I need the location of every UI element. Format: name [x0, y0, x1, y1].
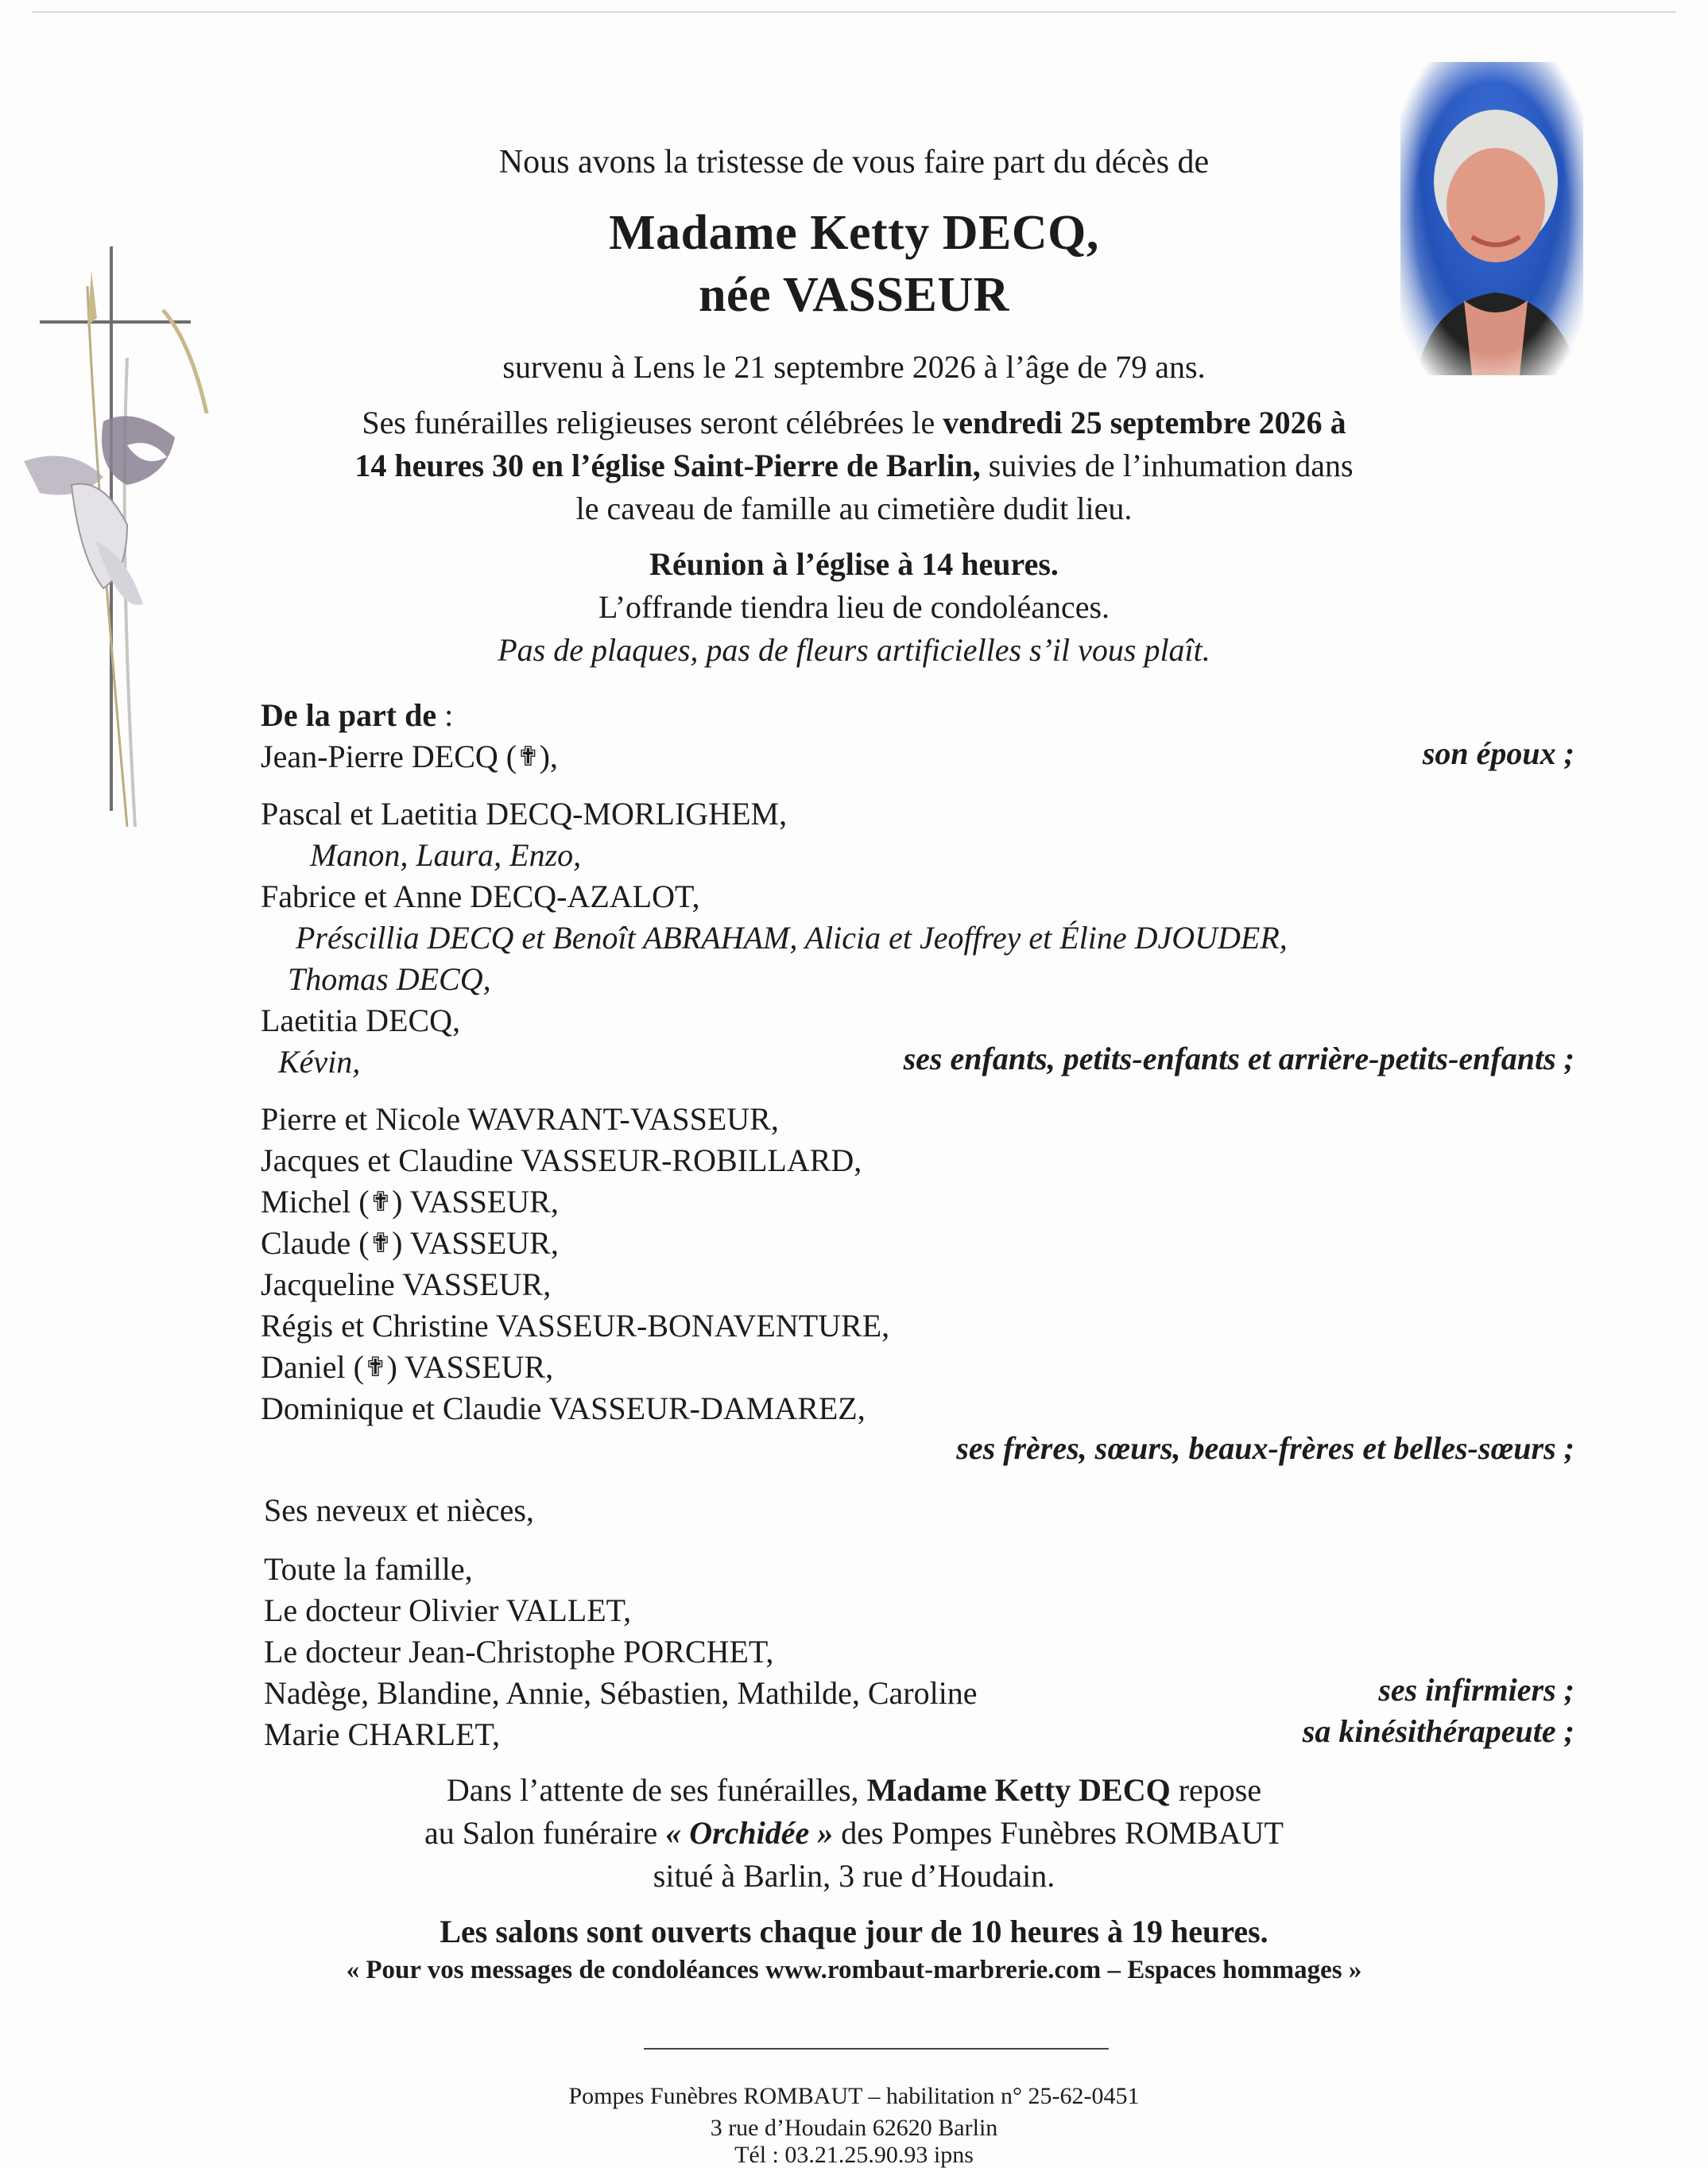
scan-top-edge	[32, 11, 1676, 13]
footer-line-3: Tél : 03.21.25.90.93 ipns	[734, 2142, 974, 2168]
deceased-name: Madame Ketty DECQ,	[609, 206, 1099, 260]
kine-line: Marie CHARLET,	[264, 1716, 500, 1752]
child-1: Pascal et Laetitia DECQ-MORLIGHEM,	[261, 796, 788, 832]
condolence-messages: « Pour vos messages de condoléances www.rombaut-marbrerie.com – Espaces hommages »	[346, 1956, 1362, 1984]
sibling-4: Claude (✟) VASSEUR,	[261, 1225, 559, 1261]
nephews-line: Ses neveux et nièces,	[264, 1492, 534, 1528]
child-2-kids: Préscillia DECQ et Benoît ABRAHAM, Alicia et Jeoffrey et Éline DJOUDER,	[296, 920, 1288, 956]
nurses-line: Nadège, Blandine, Annie, Sébastien, Mathilde, Caroline	[264, 1675, 978, 1711]
cross-icon: ✟	[363, 1353, 387, 1383]
children-role: ses enfants, petits-enfants et arrière-petits-enfants ;	[903, 1041, 1574, 1076]
sibling-5: Jacqueline VASSEUR,	[261, 1266, 552, 1302]
family-all: Toute la famille,	[264, 1551, 473, 1587]
plaques-text: Pas de plaques, pas de fleurs artificielles s’il vous plaît.	[498, 632, 1210, 668]
footer-line-2: 3 rue d’Houdain 62620 Barlin	[710, 2115, 998, 2141]
death-line: survenu à Lens le 21 septembre 2026 à l’âge de 79 ans.	[502, 349, 1206, 385]
sibling-1: Pierre et Nicole WAVRANT-VASSEUR,	[261, 1101, 779, 1137]
child-2-kids-2: Thomas DECQ,	[288, 961, 491, 997]
funeral-line-1: Ses funérailles religieuses seront célébrées le vendredi 25 septembre 2026 à	[362, 405, 1346, 440]
salon-line-2: au Salon funéraire « Orchidée » des Pompes Funèbres ROMBAUT	[424, 1815, 1284, 1851]
salon-hours: Les salons sont ouverts chaque jour de 10 heures à 19 heures.	[440, 1914, 1268, 1949]
sibling-3: Michel (✟) VASSEUR,	[261, 1184, 559, 1220]
intro-text: Nous avons la tristesse de vous faire part du décès de	[498, 144, 1210, 180]
child-2: Fabrice et Anne DECQ-AZALOT,	[261, 878, 700, 914]
funeral-line-3: le caveau de famille au cimetière dudit lieu.	[575, 491, 1133, 526]
cross-icon: ✟	[369, 1188, 393, 1217]
footer-line-1: Pompes Funèbres ROMBAUT – habilitation n° 25-62-0451	[568, 2083, 1140, 2109]
reunion-text: Réunion à l’église à 14 heures.	[649, 546, 1059, 582]
nurses-role: ses infirmiers ;	[1378, 1672, 1574, 1708]
child-3: Laetitia DECQ,	[261, 1003, 461, 1038]
offrande-text: L’offrande tiendra lieu de condoléances.	[598, 589, 1110, 625]
salon-line-1: Dans l’attente de ses funérailles, Madame Ketty DECQ repose	[446, 1772, 1262, 1808]
sibling-2: Jacques et Claudine VASSEUR-ROBILLARD,	[261, 1142, 862, 1178]
cross-icon: ✟	[369, 1229, 393, 1259]
salon-line-3: situé à Barlin, 3 rue d’Houdain.	[653, 1858, 1055, 1894]
siblings-role: ses frères, sœurs, beaux-frères et belles-sœurs ;	[956, 1430, 1574, 1466]
kine-role: sa kinésithérapeute ;	[1302, 1713, 1574, 1749]
child-1-kids: Manon, Laura, Enzo,	[310, 837, 582, 873]
doctor-1: Le docteur Olivier VALLET,	[264, 1592, 632, 1628]
sibling-6: Régis et Christine VASSEUR-BONAVENTURE,	[261, 1308, 890, 1344]
separator-line	[644, 2048, 1109, 2050]
spouse-role: son époux ;	[1422, 735, 1574, 771]
cross-lily-decoration	[8, 239, 223, 843]
doctor-2: Le docteur Jean-Christophe PORCHET,	[264, 1634, 774, 1670]
funeral-line-2: 14 heures 30 en l’église Saint-Pierre de Barlin, suivies de l’inhumation dans	[354, 448, 1354, 483]
child-3-kids: Kévin,	[278, 1044, 361, 1080]
de-la-part-de: De la part de :	[261, 697, 454, 733]
sibling-7: Daniel (✟) VASSEUR,	[261, 1349, 554, 1385]
spouse-name: Jean-Pierre DECQ (✟),	[261, 739, 558, 774]
sibling-8: Dominique et Claudie VASSEUR-DAMAREZ,	[261, 1390, 866, 1426]
cross-icon: ✟	[517, 743, 540, 772]
maiden-name: née VASSEUR	[699, 268, 1009, 322]
